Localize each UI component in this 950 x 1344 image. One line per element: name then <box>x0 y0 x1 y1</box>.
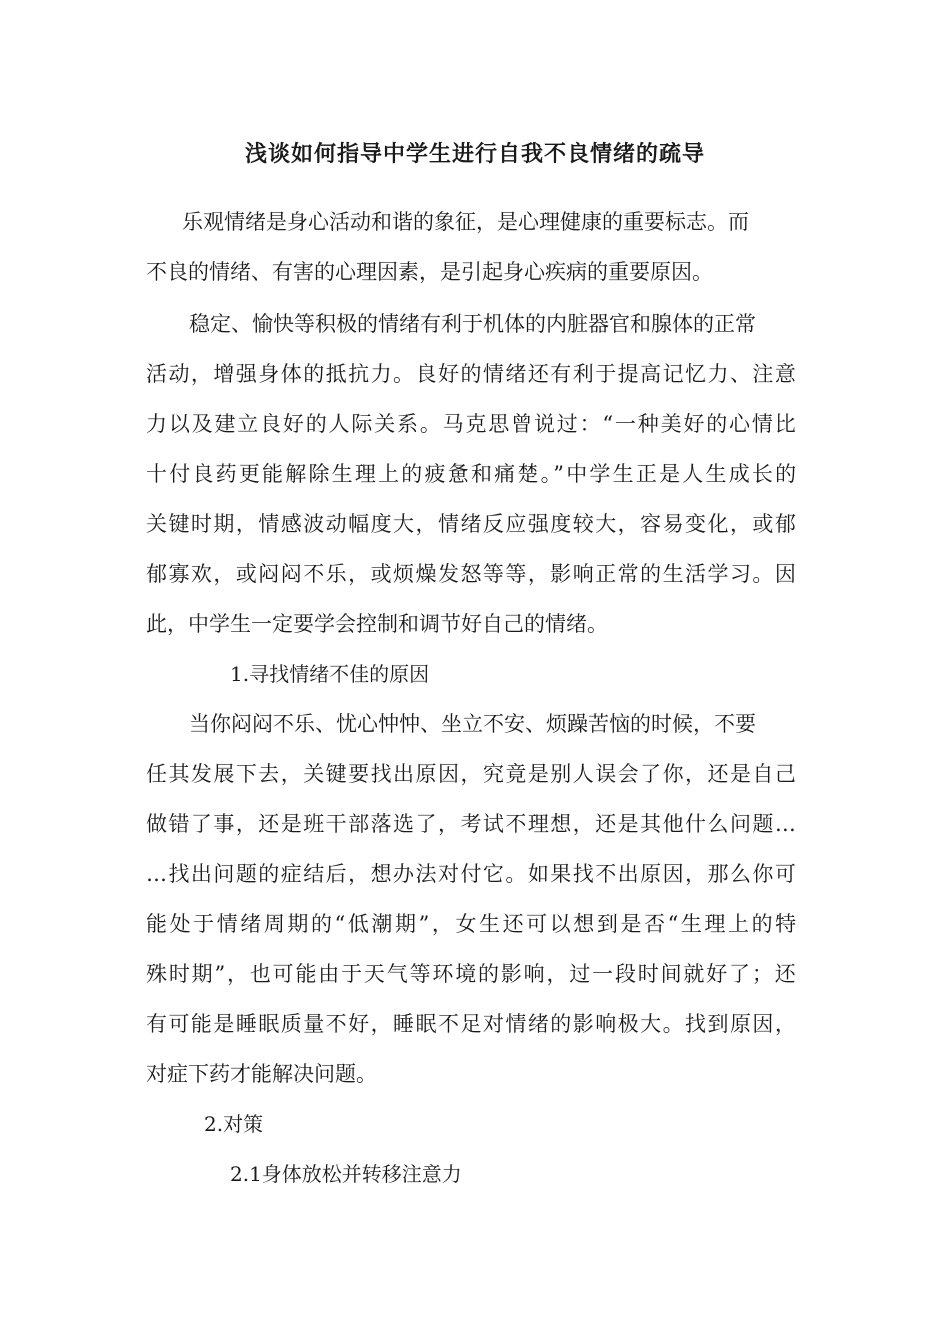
paragraph-3-line-1: 当你闷闷不乐、忧心忡忡、坐立不安、烦躁苦恼的时候，不要 <box>189 712 756 736</box>
paragraph-2-line-5: 关键时期，情感波动幅度大，情绪反应强度较大，容易变化，或郁 <box>146 512 798 536</box>
paragraph-1-line-2: 不良的情绪、有害的心理因素，是引起身心疾病的重要原因。 <box>146 260 713 284</box>
paragraph-3-line-8: 对症下药才能解决问题。 <box>146 1062 377 1086</box>
paragraph-3-line-5: 能处于情绪周期的“低潮期”，女生还可以想到是否“生理上的特 <box>146 912 799 936</box>
paragraph-2-line-4: 十付良药更能解除生理上的疲惫和痛楚。”中学生正是人生成长的 <box>146 462 799 486</box>
paragraph-2-line-2: 活动，增强身体的抵抗力。良好的情绪还有利于提高记忆力、注意 <box>146 362 798 386</box>
section-heading-1: 1.寻找情绪不佳的原因 <box>230 662 430 686</box>
paragraph-3-line-2: 任其发展下去，关键要找出原因，究竟是别人误会了你，还是自己 <box>146 762 798 786</box>
paragraph-3-line-3: 做错了事，还是班干部落选了，考试不理想，还是其他什么问题… <box>146 812 798 836</box>
paragraph-2-line-1: 稳定、愉快等积极的情绪有利于机体的内脏器官和腺体的正常 <box>189 312 756 336</box>
paragraph-2-line-7: 此，中学生一定要学会控制和调节好自己的情绪。 <box>146 612 608 636</box>
paragraph-3-line-7: 有可能是睡眠质量不好，睡眠不足对情绪的影响极大。找到原因， <box>146 1012 798 1036</box>
section-heading-2: 2.对策 <box>204 1112 264 1136</box>
paragraph-2-line-6: 郁寡欢，或闷闷不乐，或烦燥发怒等等，影响正常的生活学习。因 <box>146 562 798 586</box>
section-heading-2-1: 2.1身体放松并转移注意力 <box>230 1162 462 1186</box>
document-title: 浅谈如何指导中学生进行自我不良情绪的疏导 <box>244 142 705 167</box>
paragraph-2-line-3: 力以及建立良好的人际关系。马克思曾说过：“一种美好的心情比 <box>146 412 798 436</box>
paragraph-3-line-6: 殊时期”，也可能由于天气等环境的影响，过一段时间就好了；还 <box>146 962 798 986</box>
paragraph-3-line-4: …找出问题的症结后，想办法对付它。如果找不出原因，那么你可 <box>146 862 798 886</box>
paragraph-1-line-1: 乐观情绪是身心活动和谐的象征，是心理健康的重要标志。而 <box>182 210 749 234</box>
